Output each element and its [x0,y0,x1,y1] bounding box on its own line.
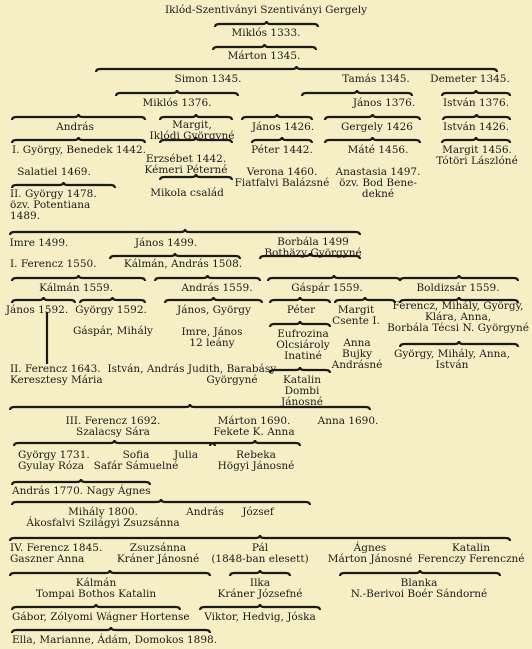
person-mihaly-1800: Mihály 1800. Ákosfalvi Szilágyi Zsuzsánna [26,506,180,529]
brace-18 [10,229,360,235]
brace-41 [230,570,290,576]
istvan-andras: István, András [107,363,185,375]
person-peter-1442: Péter 1442. [251,144,313,156]
janos-gyorgy: János, György [177,304,251,316]
brace-6 [12,114,145,120]
person-sofia: Sofia Safár Sámuelné [93,449,179,472]
brace-32 [270,321,330,327]
brace-26 [80,297,145,303]
brace-36 [210,440,300,446]
brace-5 [442,90,510,96]
person-borbala: Borbála 1499 Bothäzy Györgyné [264,236,362,259]
person-istvan-1376: István 1376. [442,97,510,109]
brace-21 [12,275,145,281]
brace-38 [12,499,310,505]
person-katalin: Katalin Ferenczy Ferenczné [417,542,525,565]
person-andras-1559: András 1559. [181,282,253,294]
brace-25 [12,297,75,303]
person-demeter: Demeter 1345. [430,73,510,85]
brace-23 [268,275,400,281]
person-judith: Judith, Barabásy Györgyné [187,363,277,386]
person-kalman-tompai: Kálmán Tompai Bothos Katalin [35,577,157,600]
brace-22 [155,275,260,281]
person-ferenc-i: I. Ferencz 1550. [10,258,97,270]
brace-45 [12,627,210,633]
brace-28 [270,297,330,303]
brace-44 [200,604,320,610]
person-kalman-andras: Kálmán, András 1508. [123,258,243,270]
person-blanka: Blanka N.-Berivoi Boér Sándorné [350,577,488,600]
person-gyorgy-1592: György 1592. [75,304,147,316]
person-imre: Imre 1499. [9,237,69,249]
brace-29 [335,297,395,303]
brace-39 [10,535,510,541]
person-marton-1345: Márton 1345. [227,50,301,62]
person-margit-1456: Margit 1456. Tótöri Lászlóné [436,144,518,167]
person-katalin-dombi: Katalin Dombi Jánosné [281,374,323,408]
brace-33 [270,367,330,373]
brace-27 [165,297,262,303]
person-zsuzsanna: Zsuzsánna Kráner Jánosné [116,542,200,565]
person-agnes: Ágnes Márton Jánosné [327,542,413,565]
person-miklos-1333: Miklós 1333. [231,27,301,39]
person-simon: Simon 1345. [174,73,242,85]
person-ferenc-iv: IV. Ferencz 1845. Gaszner Anna [10,542,103,565]
gyorgy-mihaly-anna: György, Mihály, Anna, István [393,348,511,371]
person-salatiel: Salatiel 1469. [17,166,91,178]
person-janos-1499: János 1499. [134,237,198,249]
brace-40 [10,570,210,576]
root-title: Iklód-Szentiványi Szentiványi Gergely [164,4,368,16]
person-miklos-1376: Miklós 1376. [142,97,212,109]
person-gyorgy-1731: György 1731. Gyulay Róza [18,449,90,472]
person-gergely-1426: Gergely 1426 [341,121,413,133]
brace-10 [443,114,510,120]
brace-8 [242,114,312,120]
brace-11 [12,137,145,143]
brace-2 [96,66,497,72]
person-istvan-1426: István 1426. [442,121,510,133]
person-gaspar-1559: Gáspár 1559. [291,282,363,294]
person-margit-csente: Margit Csente I. [332,304,380,327]
brace-15 [442,137,510,143]
imre-janos-daughters: Imre, János 12 leány [181,326,243,349]
person-verona: Verona 1460. Fiatfalvi Balázsné [234,166,330,189]
mikola-family: Mikola család [150,187,224,199]
person-julia: Julia [174,449,198,461]
brace-31 [400,341,518,347]
person-janos-1426: János 1426. [251,121,315,133]
gabor-family: Gábor, Zólyomi Wágner Hortense [12,611,190,623]
person-jozsef: József [242,506,274,518]
person-gyorgy-ii: II. György 1478. özv. Potentiana 1489. [10,188,97,222]
person-ferenc-ii: II. Ferencz 1643. Keresztesy Mária [10,363,103,386]
person-pal: Pál (1848-ban elesett) [211,542,309,565]
brace-13 [252,137,312,143]
person-andras-1800: András [186,506,224,518]
person-ferenc-iii: III. Ferencz 1692. Szalacsy Sára [65,415,161,438]
person-anna-1690: Anna 1690. [317,415,379,427]
person-janos-1592: János 1592. [5,304,69,316]
person-gyorgy-benedek: I. György, Benedek 1442. [11,144,147,156]
person-margit-iklodi: Margit, Iklódi Györgyné [149,119,235,142]
person-mate: Máté 1456. [347,144,409,156]
gaspar-mihaly: Gáspár, Mihály [73,325,153,337]
person-peter: Péter [286,304,316,316]
brace-4 [302,90,412,96]
person-andras-1770: András 1770. Nagy Ágnes [12,485,151,497]
person-marton-1690: Márton 1690. Fekete K. Anna [213,415,295,438]
brace-3 [116,90,238,96]
brace-35 [14,440,215,446]
ella-marianne-adam-domokos: Ella, Marianne, Ádám, Domokos 1898. [12,634,218,646]
person-erzsebet: Erzsébet 1442. Kémeri Péterné [144,153,228,176]
brace-43 [12,604,180,610]
brace-9 [325,114,420,120]
brace-42 [340,570,500,576]
brace-14 [325,137,420,143]
person-kalman-1559: Kálmán 1559. [39,282,113,294]
person-boldizsar: Boldizsár 1559. [416,282,500,294]
person-andras: András [56,121,94,133]
person-rebeka: Rebeka Högyi Jánosné [217,449,295,472]
person-ilka: Ilka Kráner Józsefné [217,577,303,600]
person-anastasia: Anastasia 1497. özv. Bod Bene- dekné [335,166,421,200]
viktor-hedvig-joska: Viktor, Hedvig, Jóska [204,611,316,623]
person-anna-bujky: Anna Bujky Andrásné [331,337,383,371]
person-eufrozina: Eufrozina Olcsiároly Inatiné [276,328,330,362]
person-tamas: Tamás 1345. [342,73,410,85]
person-janos-1376: János 1376. [352,97,416,109]
boldizsar-children: Ferencz, Mihály, György, Klára, Anna, Borbála Técsi N. Györgyné [387,300,529,334]
brace-24 [400,275,518,281]
